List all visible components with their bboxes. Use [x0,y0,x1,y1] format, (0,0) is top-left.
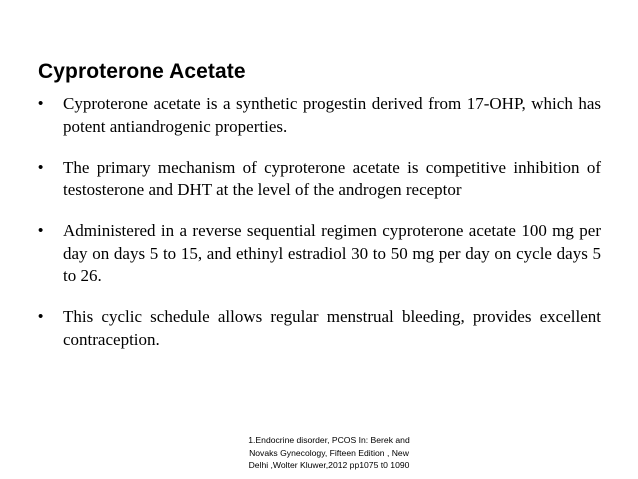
bullet-list [38,93,601,370]
citation-line: Novaks Gynecology, Fifteen Edition , New [249,447,409,458]
bullet-text: Administered in a reverse sequential regimen cyproterone acetate 100 mg per day on days 5 to 15, and ethinyl estradiol 30 to 50 mg per day on cycle days 5 to 26. [63,221,601,285]
bullet-text: Cyproterone acetate is a synthetic progestin derived from 17-OHP, which has potent antiandrogenic properties. [63,94,601,136]
bullet-icon: • [38,222,44,239]
reference-citation [229,434,429,472]
bullet-text: This cyclic schedule allows regular menstrual bleeding, provides excellent contraception. [63,307,601,349]
bullet-item [38,220,601,288]
bullet-icon: • [38,308,44,325]
citation-line: Delhi ,Wolter Kluwer,2012 pp1075 t0 1090 [248,460,410,470]
bullet-item [38,306,601,351]
bullet-item [38,93,601,138]
bullet-item [38,157,601,202]
bullet-text: The primary mechanism of cyproterone acetate is competitive inhibition of testosterone and DHT at the level of the androgen receptor [63,157,601,199]
bullet-icon: • [38,95,44,112]
bullet-icon: • [38,158,44,176]
slide-title: Cyproterone Acetate [38,60,246,83]
citation-line: 1.Endocrine disorder, PCOS In: Berek and [248,435,410,445]
